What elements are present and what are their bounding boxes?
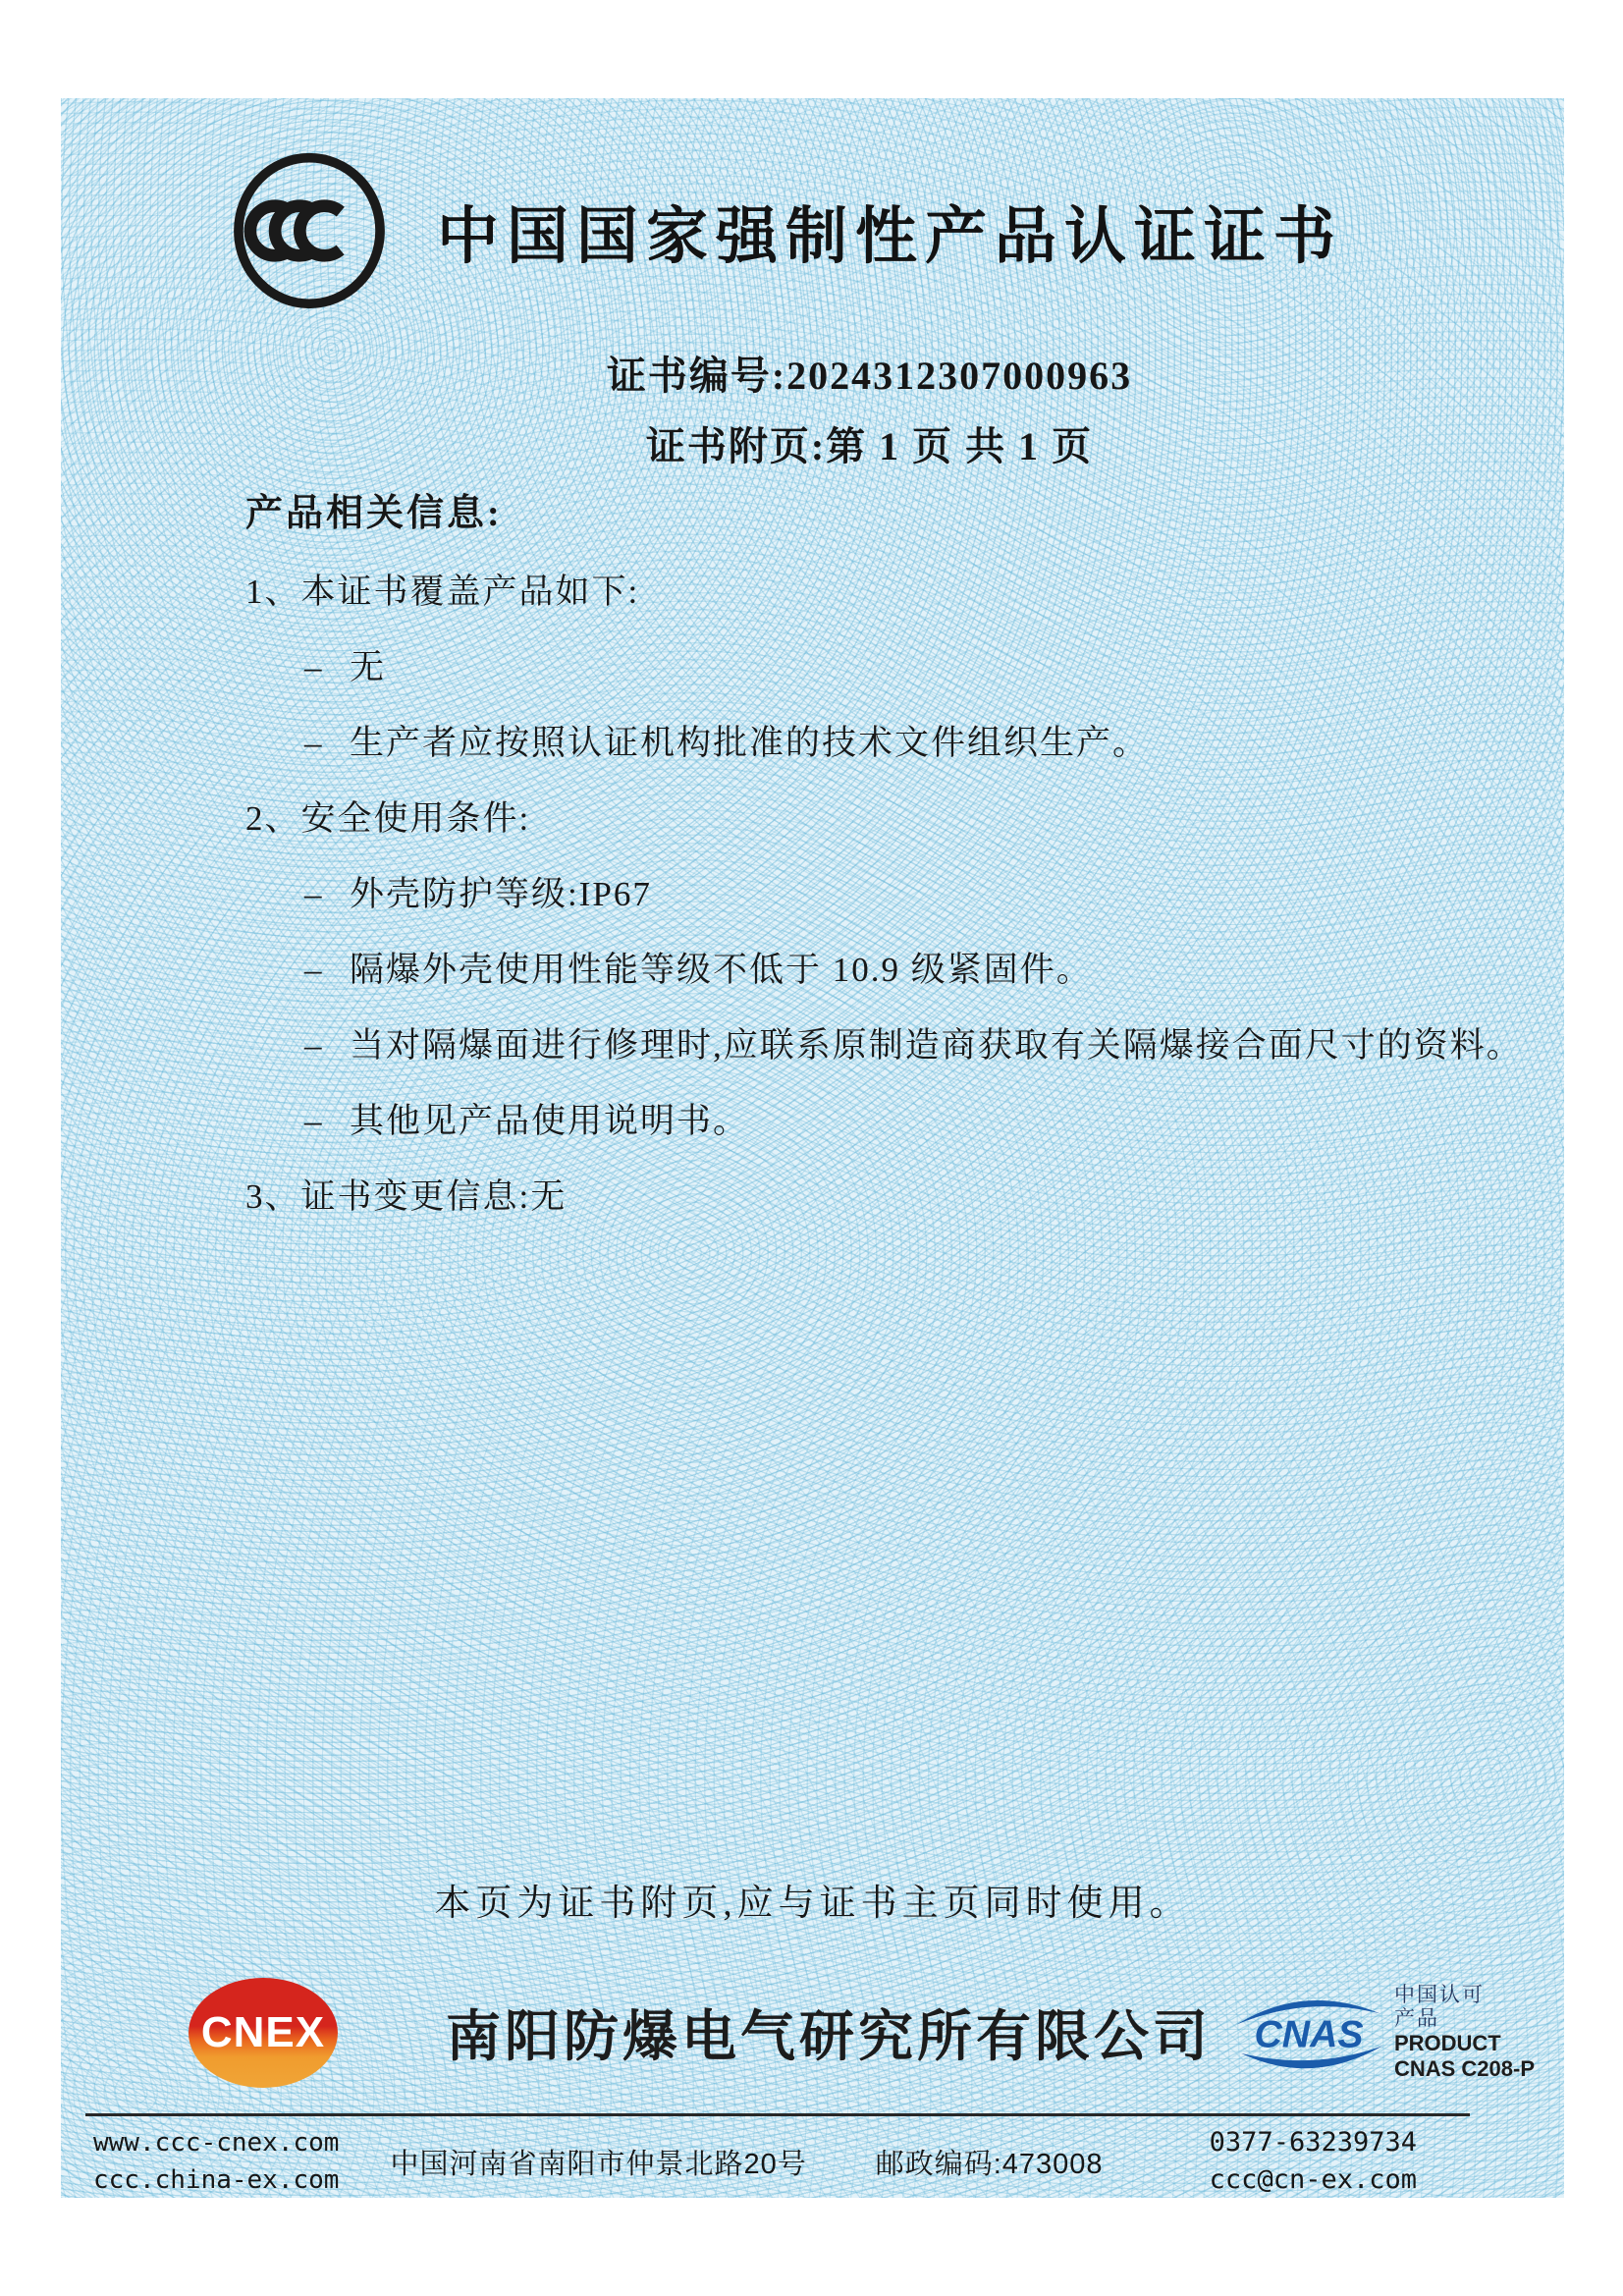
bullet-dash: – <box>304 1026 324 1065</box>
cnas-caption-cn-2: 产品 <box>1393 2007 1439 2031</box>
info-item-2-sub-4-text: 其他见产品使用说明书。 <box>350 1102 750 1140</box>
cnas-caption-en-2: CNAS C208-P <box>1393 2055 1535 2081</box>
bullet-dash: – <box>304 875 324 913</box>
certificate-sheet <box>61 98 1564 2198</box>
info-item-2-sub-1 <box>304 870 1564 919</box>
info-item-1: 1、本证书覆盖产品如下: <box>245 573 640 611</box>
cnex-logo-icon <box>189 1978 338 2088</box>
issuer-row <box>189 1971 1535 2094</box>
certificate-attach-value: 第 1 页 共 1 页 <box>826 424 1094 468</box>
info-item-1-sub-2-text: 生产者应按照认证机构批准的技术文件组织生产。 <box>350 724 1150 762</box>
footer-email: ccc@cn-ex.com <box>1209 2164 1417 2195</box>
product-info-section <box>245 487 1564 1222</box>
cnas-logo-icon <box>1231 1975 1386 2091</box>
footer-url-1: www.ccc-cnex.com <box>93 2128 340 2158</box>
certificate-number-label: 证书编号: <box>606 354 787 398</box>
info-item-2-sub-2-text: 隔爆外壳使用性能等级不低于 10.9 级紧固件。 <box>350 951 1093 989</box>
certificate-header <box>233 149 1564 312</box>
footer-postal-code: 邮政编码:473008 <box>875 2148 1104 2180</box>
info-item-2: 2、安全使用条件: <box>245 799 531 838</box>
footer <box>61 2124 1564 2198</box>
bullet-dash: – <box>304 724 324 762</box>
product-info-heading: 产品相关信息: <box>245 493 503 534</box>
cnas-caption-cn-1: 中国认可 <box>1393 1984 1485 2007</box>
footer-contact <box>1210 2124 1417 2198</box>
certificate-attach-line <box>118 420 1564 473</box>
footer-phone: 0377-63239734 <box>1209 2127 1417 2158</box>
bullet-dash: – <box>304 1102 324 1140</box>
certificate-attach-label: 证书附页: <box>645 424 827 468</box>
page-note: 本页为证书附页,应与证书主页同时使用。 <box>434 1884 1191 1924</box>
info-item-1-sub-1-text: 无 <box>350 648 387 686</box>
cnas-logo <box>1231 1975 1535 2091</box>
info-item-2-sub-4 <box>304 1097 1564 1146</box>
certificate-number-line <box>118 350 1564 403</box>
cnas-caption-en-1: PRODUCT <box>1393 2031 1501 2056</box>
info-item-2-sub-1-text: 外壳防护等级:IP67 <box>350 875 652 913</box>
cnas-logo-text: CNAS <box>1254 2013 1364 2056</box>
footer-urls <box>93 2124 339 2198</box>
info-item-1-sub-2 <box>304 719 1564 768</box>
info-item-2-sub-2 <box>304 946 1564 995</box>
issuer-company-name: 南阳防爆电气研究所有限公司 <box>446 2004 1212 2067</box>
cnas-caption <box>1394 1984 1535 2081</box>
bullet-dash: – <box>304 648 324 686</box>
footer-divider <box>85 2113 1470 2116</box>
info-item-2-sub-3 <box>304 1021 1564 1070</box>
info-item-1-sub-1 <box>304 643 1564 692</box>
bullet-dash: – <box>304 951 324 989</box>
info-item-2-sub-3-text: 当对隔爆面进行修理时,应联系原制造商获取有关隔爆接合面尺寸的资料。 <box>350 1026 1523 1065</box>
cnex-logo-text: CNEX <box>200 2007 326 2056</box>
ccc-mark-icon <box>233 149 386 312</box>
footer-url-2: ccc.china-ex.com <box>93 2165 340 2195</box>
certificate-number-value: 2024312307000963 <box>786 354 1133 398</box>
page-title: 中国国家强制性产品认证证书 <box>437 201 1343 271</box>
certificate-meta <box>118 350 1564 473</box>
info-item-3: 3、证书变更信息:无 <box>245 1177 568 1216</box>
footer-address: 中国河南省南阳市仲景北路20号 <box>390 2148 807 2180</box>
